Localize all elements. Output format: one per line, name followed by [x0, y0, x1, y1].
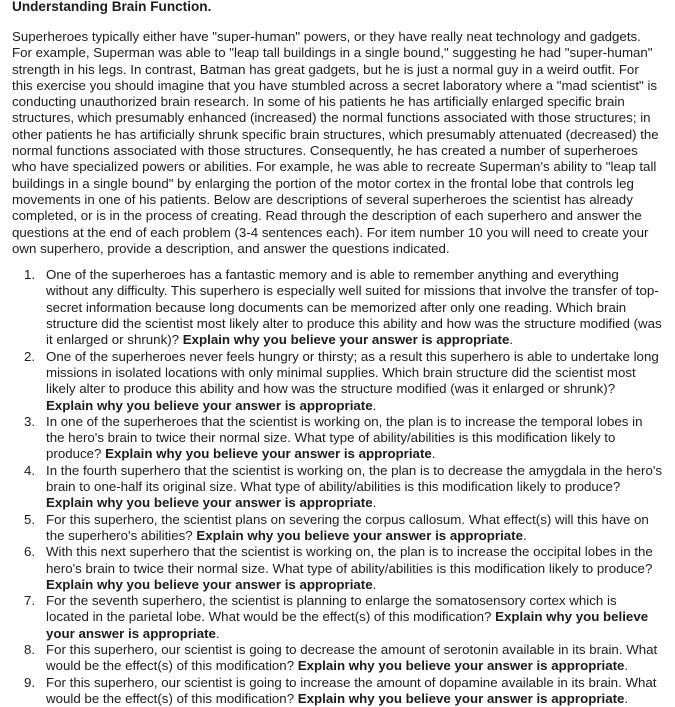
question-emphasis: Explain why you believe your answer is appropriate	[105, 446, 432, 462]
question-number: 6.	[24, 544, 36, 560]
question-after: .	[624, 658, 629, 674]
question-item	[12, 642, 663, 675]
question-item	[12, 544, 663, 593]
question-number: 7.	[24, 593, 36, 609]
question-after: .	[215, 625, 220, 641]
question-number: 2.	[24, 348, 36, 364]
question-text: For this superhero, our scientist is going to decrease the amount of serotonin available in its brain. What would be the effect(s) of this modification?	[46, 641, 658, 674]
question-item	[12, 267, 663, 348]
question-number: 4.	[24, 462, 36, 478]
question-number: 9.	[24, 674, 36, 690]
question-emphasis: Explain why you believe your answer is appropriate	[196, 527, 523, 543]
question-text: For this superhero, our scientist is going to increase the amount of dopamine available in its brain. What would be the effect(s) of this modification?	[46, 674, 657, 706]
question-item	[12, 414, 663, 463]
question-text: One of the superheroes never feels hungry or thirsty; as a result this superhero is able to undertake long missions in isolated locations with only minimal supplies. Which brain structure did the scientist most likely alter to produce this ability and how was the structure modified (was it enlarged or shrunk)?	[46, 348, 659, 397]
question-after: .	[509, 332, 514, 348]
question-after: .	[372, 576, 377, 592]
question-text: In the fourth superhero that the scientist is working on, the plan is to decrease the amygdala in the hero's brain to one-half its original size. What type of ability/abilities is this modification likely to produce?	[46, 462, 663, 495]
question-item	[12, 593, 663, 642]
question-after: .	[624, 690, 629, 706]
question-text: One of the superheroes has a fantastic memory and is able to remember anything and everything without any difficulty. This superhero is especially well suited for missions that involve the transfer of top-secret information because long documents can be memorized after only one reading. Which brain structure did the scientist most likely alter to produce this ability and how was the structure modified (was it enlarged or shrunk)?	[46, 267, 662, 348]
question-number: 3.	[24, 413, 36, 429]
question-text: In one of the superheroes that the scientist is working on, the plan is to increase the temporal lobes in the hero's brain to twice their normal size. What type of ability/abilities is this modification likely to produce?	[46, 413, 643, 462]
document	[12, 0, 663, 707]
question-after: .	[523, 527, 527, 543]
intro-paragraph: Superheroes typically either have "super-human" powers, or they have really neat technology and gadgets. For example, Superman was able to "leap tall buildings in a single bound," suggesting he had "super-human" strength in his legs. In contrast, Batman has great gadgets, but he is just a normal guy in a weird outfit. For this exercise you should imagine that you have stumbled across a secret laboratory where a "mad scientist" is conducting unauthorized brain research. In some of his patients he has artificially enlarged specific brain structures, which presumably enhanced (increased) the normal functions associated with those structures; in other patients he has artificially shrunk specific brain structures, which presumably attenuated (decreased) the normal functions associated with those structures. Consequently, he has created a number of superheroes who have specialized powers or abilities. For example, he was able to recreate Superman's ability to "leap tall buildings in a single bound" by enlarging the portion of the motor cortex in the frontal lobe that controls leg movements in one of his patients. Below are descriptions of several superheroes the scientist has already completed, or is in the process of creating. Read through the description of each superhero and answer the questions at the end of each problem (3-4 sentences each). For item number 10 you will need to create your own superhero, provide a description, and answer the questions indicated.	[12, 29, 659, 256]
question-list	[12, 267, 663, 707]
question-text: With this next superhero that the scientist is working on, the plan is to increase the occipital lobes in the hero's brain to twice their normal size. What type of ability/abilities is this modification likely to produce?	[46, 544, 653, 576]
document-title: Understanding Brain Function.	[12, 0, 212, 14]
question-number: 5.	[24, 511, 36, 527]
question-text: For this superhero, the scientist plans on severing the corpus callosum. What effect(s) will this have on the superhero's abilities?	[46, 511, 649, 543]
question-item	[12, 512, 663, 545]
question-item	[12, 675, 663, 707]
question-emphasis: Explain why you believe your answer is appropriate	[297, 690, 625, 706]
question-after: .	[372, 397, 377, 413]
question-text: For the seventh superhero, the scientist is planning to enlarge the somatosensory cortex which is located in the parietal lobe. What would be the effect(s) of this modification?	[46, 593, 617, 625]
question-item	[12, 349, 663, 414]
question-after: .	[431, 446, 436, 462]
question-emphasis: Explain why you believe your answer is appropriate	[46, 609, 649, 641]
question-emphasis: Explain why you believe your answer is appropriate	[46, 495, 373, 511]
question-emphasis: Explain why you believe your answer is appropriate	[182, 332, 510, 348]
question-after: .	[372, 495, 377, 511]
question-emphasis: Explain why you believe your answer is appropriate	[46, 576, 373, 592]
question-emphasis: Explain why you believe your answer is appropriate	[46, 397, 373, 413]
question-emphasis: Explain why you believe your answer is appropriate	[297, 658, 625, 674]
question-number: 1.	[24, 267, 36, 283]
question-number: 8.	[24, 641, 36, 657]
question-item	[12, 463, 663, 512]
